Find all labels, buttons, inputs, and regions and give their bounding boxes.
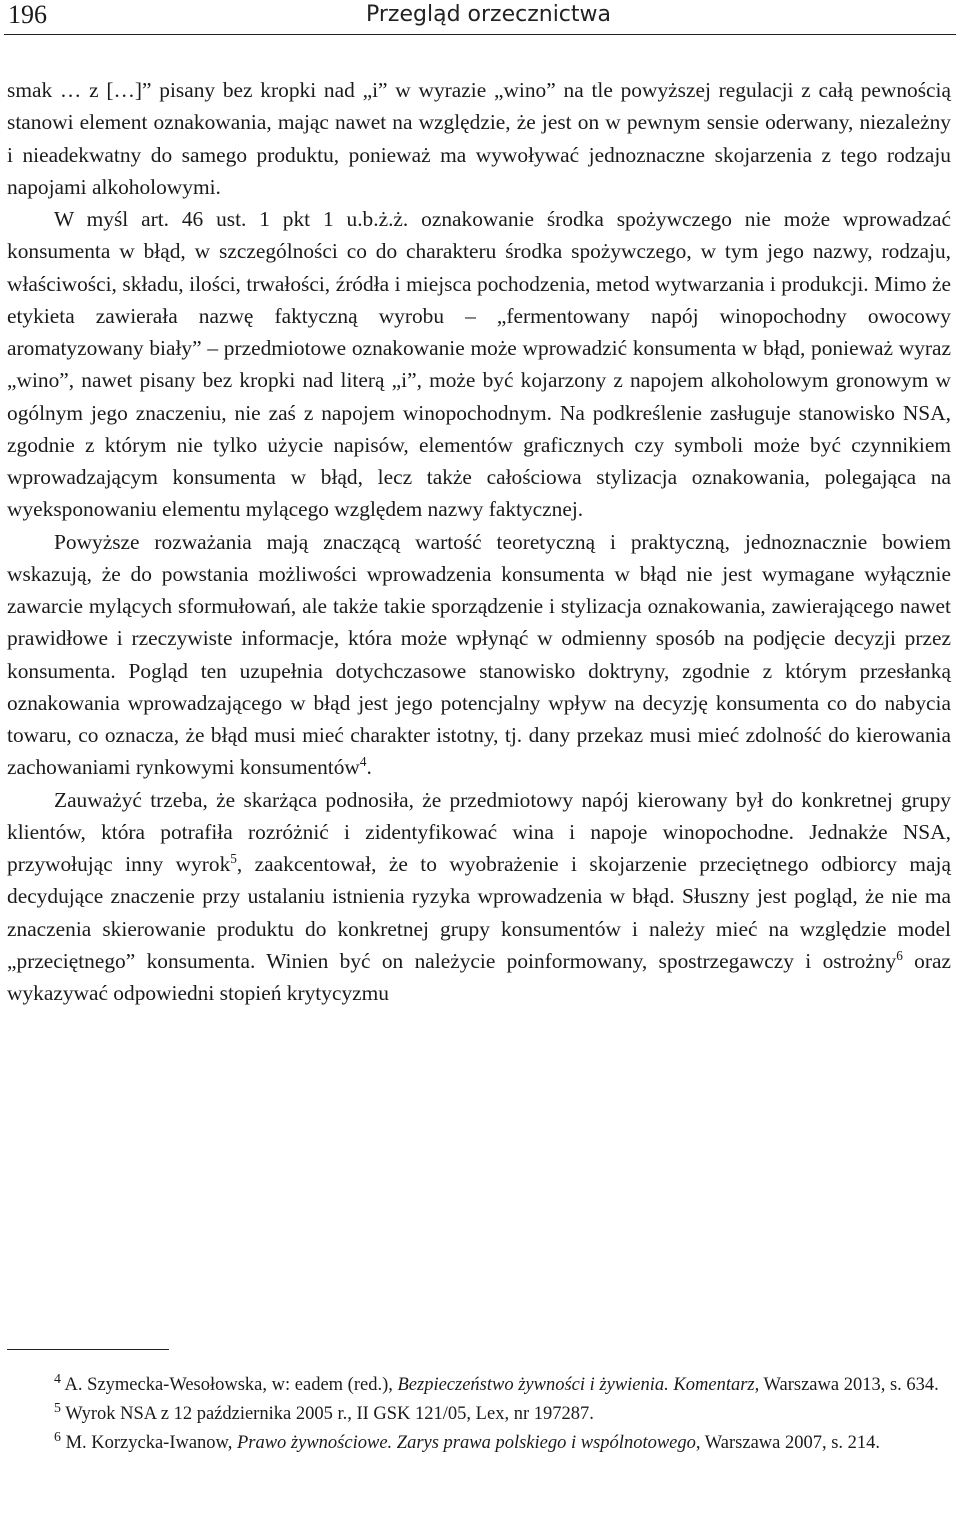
paragraph	[7, 203, 951, 526]
paragraph-text: , zaakcentował, że to wyobrażenie i skojarzenie przeciętnego odbiorcy mają decydujące znaczenie przy ustalaniu istnienia ryzyka wprowadzenia w błąd. Słuszny jest pogląd, że nie ma znaczenia skierowanie produktu do konkretnej grupy konsumentów i należy mieć na względzie model „przeciętnego” konsumenta. Winien być on należycie poinformowany, spostrzegawczy i ostrożny	[7, 852, 951, 973]
paragraph-text: Zauważyć trzeba, że skarżąca podnosiła, że przedmiotowy napój kierowany był do konkretnej grupy klientów, która potrafiła rozróżnić i zidentyfikować wina i napoje winopochodne. Jednakże NSA, przywołując inny wyrok	[7, 787, 951, 876]
footnote-separator	[7, 1349, 169, 1350]
paragraph-text: Powyższe rozważania mają znaczącą wartość teoretyczną i praktyczną, jednoznacznie bowiem wskazują, że do powstania możliwości wprowadzenia konsumenta w błąd nie jest wymagane wyłącznie zawarcie mylących sformułowań, ale także takie sporządzenie i stylizacja oznakowania, zawierającego nawet prawidłowe i rzeczywiste informacje, która może wpłynąć w odmienny sposób na podjęcie decyzji przez konsumenta. Pogląd ten uzupełnia dotychczasowe stanowisko doktryny, zgodnie z którym przesłanką oznakowania wprowadzającego w błąd jest jego potencjalny wpływ na decyzję konsumenta co do nabycia towaru, co oznacza, że błąd musi mieć charakter istotny, tj. dany przekaz musi mieć zdolność do kierowania zachowaniami rynkowymi konsumentów	[7, 529, 951, 780]
footnote-number: 6	[54, 1429, 61, 1445]
page-header	[0, 0, 960, 34]
footnote	[7, 1400, 951, 1429]
footnote-number: 4	[54, 1371, 61, 1387]
footnote-title: Prawo żywnościowe. Zarys prawa polskiego i wspólnotowego	[236, 1433, 696, 1453]
paragraph-text: oraz wykazywać odpowiedni stopień krytycyzmu	[7, 948, 951, 1005]
paragraph-text: W myśl art. 46 ust. 1 pkt 1 u.b.ż.ż. oznakowanie środka spożywczego nie może wprowadzać konsumenta w błąd, w szczególności co do charakteru środka spożywczego, w tym jego nazwy, rodzaju, właściwości, składu, ilości, trwałości, źródła i miejsca pochodzenia, metod wytwarzania i produkcji. Mimo że etykieta zawierała nazwę faktyczną wyrobu – „fermentowany napój winopochodny owocowy aromatyzowany biały” – przedmiotowe oznakowanie może wprowadzić konsumenta w błąd, ponieważ wyraz „wino”, nawet pisany bez kropki nad literą „i”, może być kojarzony z napojem alkoholowym gronowym w ogólnym jego znaczeniu, nie zaś z napojem winopochodnym. Na podkreślenie zasługuje stanowisko NSA, zgodnie z którym nie tylko użycie napisów, elementów graficznych czy symboli może być czynnikiem wprowadzającym konsumenta w błąd, lecz także całościowa stylizacja oznakowania, polegająca na wyeksponowaniu elementu mylącego względem nazwy faktycznej.	[7, 207, 951, 522]
footnote-title: Bezpieczeństwo żywności i żywienia. Komentarz	[397, 1375, 755, 1395]
paragraph	[7, 784, 951, 1010]
running-title: Przegląd orzecznictwa	[366, 2, 612, 27]
page-number: 196	[8, 0, 47, 29]
main-text	[7, 74, 951, 1009]
footnote-text: , Warszawa 2013, s. 634.	[754, 1375, 939, 1395]
paragraph-text: smak … z […]” pisany bez kropki nad „i” w wyrazie „wino” na tle powyższej regulacji z całą pewnością stanowi element oznakowania, mając nawet na względzie, że jest on w pewnym sensie oderwany, niezależny i nieadekwatny do samego produktu, ponieważ ma wywoływać jednoznaczne skojarzenia z tego rodzaju napojami alkoholowymi.	[7, 78, 951, 199]
footnote-reference: 4	[359, 754, 367, 770]
footnote-text: M. Korzycka-Iwanow,	[65, 1433, 237, 1453]
header-rule	[4, 34, 956, 35]
paragraph	[7, 526, 951, 784]
paragraph	[7, 74, 951, 203]
footnotes	[7, 1371, 951, 1458]
footnote	[7, 1429, 951, 1458]
footnote-reference: 6	[896, 947, 903, 963]
footnote	[7, 1371, 951, 1400]
paragraph-text: .	[366, 755, 372, 780]
footnote-text: Wyrok NSA z 12 października 2005 r., II GSK 121/05, Lex, nr 197287.	[65, 1404, 594, 1424]
footnote-number: 5	[54, 1400, 61, 1416]
footnote-reference: 5	[230, 850, 237, 866]
footnote-text: A. Szymecka-Wesołowska, w: eadem (red.),	[64, 1375, 398, 1395]
footnote-text: , Warszawa 2007, s. 214.	[695, 1433, 881, 1453]
